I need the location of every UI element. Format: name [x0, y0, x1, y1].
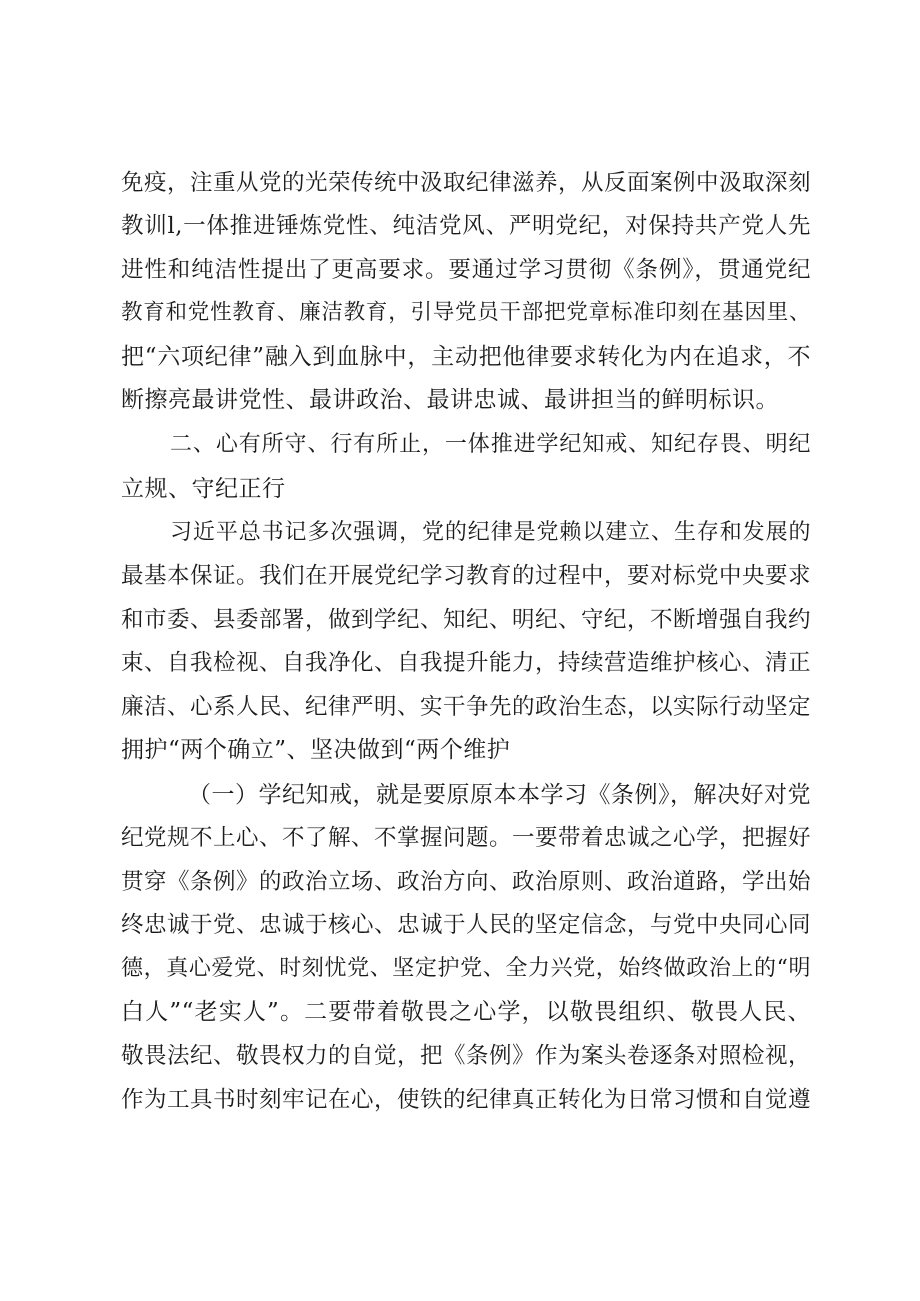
paragraph-line: 教育和党性教育、廉洁教育，引导党员干部把党章标准印刻在基因里、 [121, 300, 811, 325]
paragraph-line: 免疫，注重从党的光荣传统中汲取纪律滋养，从反面案例中汲取深刻 [121, 170, 812, 196]
paragraph-line: 德，真心爱党、时刻忧党、坚定护党、全力兴党，始终做政治上的“明 [121, 956, 811, 981]
paragraph-line: 廉洁、心系人民、纪律严明、实干争先的政治生态，以实际行动坚定 [121, 694, 812, 720]
paragraph-line: 纪党规不上心、不了解、不掌握问题。一要带着忠诚之心学，把握好 [121, 825, 812, 851]
section-heading-line: 立规、守纪正行 [121, 476, 286, 502]
paragraph-line: 作为工具书时刻牢记在心，使铁的纪律真正转化为日常习惯和自觉遵 [121, 1087, 812, 1113]
paragraph-line: 进性和纯洁性提出了更高要求。要通过学习贯彻《条例》，贯通党纪 [121, 257, 811, 283]
paragraph-line: 白人”“老实人”。二要带着敬畏之心学，以敬畏组织、敬畏人民、 [121, 999, 811, 1025]
paragraph-line: 拥护“两个确立”、坚决做到“两个维护 [121, 737, 511, 763]
paragraph-line: 终忠诚于党、忠诚于核心、忠诚于人民的坚定信念，与党中央同心同 [121, 912, 812, 938]
paragraph-line: 贯穿《条例》的政治立场、政治方向、政治原则、政治道路，学出始 [121, 869, 812, 895]
paragraph-line: 教训l,一体推进锤炼党性、纯洁党风、严明党纪，对保持共产党人先 [121, 213, 811, 239]
paragraph-line: 习近平总书记多次强调，党的纪律是党赖以建立、生存和发展的 [170, 520, 811, 545]
paragraph-line: 和市委、县委部署，做到学纪、知纪、明纪、守纪，不断增强自我约 [121, 607, 812, 633]
paragraph-line: 敬畏法纪、敬畏权力的自觉，把《条例》作为案头卷逐条对照检视， [121, 1043, 812, 1069]
paragraph-line: 把“六项纪律”融入到血脉中，主动把他律要求转化为内在追求，不 [121, 344, 811, 370]
paragraph-line: 束、自我检视、自我净化、自我提升能力，持续营造维护核心、清正 [121, 650, 812, 676]
paragraph-line: 最基本保证。我们在开展党纪学习教育的过程中，要对标党中央要求 [121, 563, 812, 589]
paragraph-line: 断擦亮最讲党性、最讲政治、最讲忠诚、最讲担当的鲜明标识。 [121, 387, 779, 413]
section-heading-line: 二、心有所守、行有所止，一体推进学纪知戒、知纪存畏、明纪 [170, 432, 811, 457]
paragraph-line: （一）学纪知戒，就是要原原本本学习《条例》，解决好对党 [188, 782, 811, 808]
